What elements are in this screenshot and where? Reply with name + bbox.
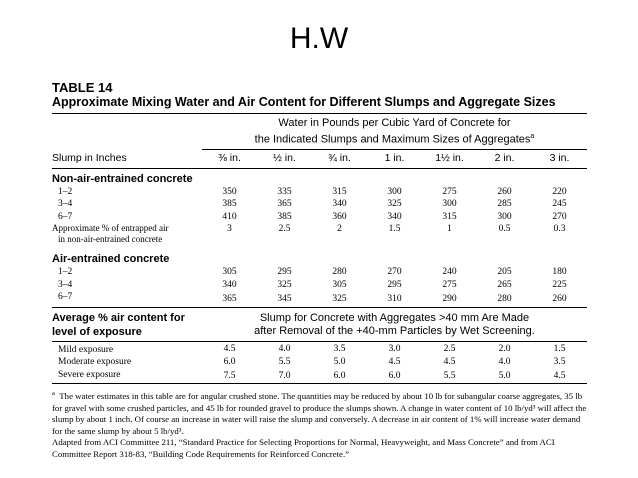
size-header: ⅜ in. [218,152,241,165]
table-row [52,266,587,279]
value-cell: 385 [222,199,237,210]
slump-cell: 6–7 [58,211,73,222]
exposure-cell: Severe exposure [58,369,121,380]
wet-screening-line1: Slump for Concrete with Aggregates >40 mm Are Made [259,311,530,324]
value-cell: 325 [332,293,347,304]
avg-air-heading [52,307,202,341]
avg-air-header-row [52,307,587,341]
value-cell: 270 [552,211,567,222]
value-cell: 2.0 [498,343,511,354]
table-title: Approximate Mixing Water and Air Content for Different Slumps and Aggregate Sizes [52,95,556,109]
table-label: TABLE 14 [52,80,113,95]
entrapped-line1: Approximate % of entrapped air [52,223,169,234]
value-cell: 335 [277,186,292,197]
value-cell: 325 [277,279,292,290]
value-cell: 2.5 [443,343,456,354]
value-cell: 410 [222,211,237,222]
wet-screening-header [202,307,587,341]
footnote-mark: a [52,390,55,398]
avg-air-heading-line2: level of exposure [52,325,142,338]
value-cell: 0.5 [498,224,511,235]
value-cell: 245 [552,199,567,210]
value-cell: 295 [277,267,292,278]
exposure-cell: Moderate exposure [58,357,132,368]
slump-cell: 3–4 [58,279,73,290]
value-cell: 3.5 [333,343,346,354]
water-header [202,114,587,149]
value-cell: 4.5 [388,357,401,368]
size-header: 1 in. [384,152,405,165]
value-cell: 275 [442,279,457,290]
value-cell: 2 [337,224,342,235]
value-cell: 265 [497,279,512,290]
slump-cell: 6–7 [58,292,73,303]
slump-label: Slump in Inches [52,152,127,165]
entrapped-line2: in non-air-entrained concrete [58,233,163,244]
value-cell: 240 [442,267,457,278]
table-notes [52,388,587,460]
table-document [52,80,587,460]
size-header: ½ in. [273,152,296,165]
value-cell: 7.5 [223,370,236,381]
source-note: Adapted from ACI Committee 211, “Standard Practice for Selecting Proportions for Normal, Heavyweight, and Mass Concrete” and from ACI Committee Report 318-83, “Building Code Requirements for Reinforced Concrete.” [52,437,555,459]
size-header: ¾ in. [328,152,351,165]
value-cell: 305 [222,267,237,278]
value-cell: 275 [442,186,457,197]
section-heading-row [52,244,587,266]
table-row [52,291,587,307]
entrapped-air-label [52,223,202,244]
non-air-heading: Non-air-entrained concrete [52,172,193,185]
value-cell: 280 [332,267,347,278]
value-cell: 360 [332,211,347,222]
value-cell: 350 [222,186,237,197]
size-header: 1½ in. [435,152,464,165]
water-header-line1: Water in Pounds per Cubic Yard of Concrete for [278,117,511,129]
table-row [52,279,587,292]
table-row [52,211,587,224]
value-cell: 1.5 [553,343,566,354]
value-cell: 5.5 [278,357,291,368]
value-cell: 3.0 [388,343,401,354]
value-cell: 6.0 [333,370,346,381]
value-cell: 4.0 [278,343,291,354]
table-row [52,186,587,199]
slide-title: H.W [289,22,349,55]
avg-air-heading-line1: Average % air content for [52,311,185,324]
value-cell: 385 [277,211,292,222]
size-header: 2 in. [494,152,515,165]
value-cell: 315 [442,211,457,222]
value-cell: 3 [227,224,232,235]
value-cell: 365 [222,293,237,304]
value-cell: 5.5 [443,370,456,381]
table-row [52,341,587,356]
value-cell: 180 [552,267,567,278]
value-cell: 300 [442,199,457,210]
size-header-row [52,149,587,168]
section-heading-row [52,168,587,186]
water-header-line2: the Indicated Slumps and Maximum Sizes of Aggregates$^a$ [254,133,535,146]
table-row [52,198,587,211]
value-cell: 0.3 [553,224,566,235]
value-cell: 285 [497,199,512,210]
value-cell: 260 [552,293,567,304]
footnote-text: The water estimates in this table are for angular crushed stone. The quantities may be reduced by about 10 lb for subangular coarse aggregates, 35 lb for gravel with some crushed particles, and 45 lb for rounded gravel to produce the slumps shown. A change in water content of 10 lb/yd³ will affect the slump by about 1 inch. Of course an increase in water will raise the slump and conversely. A decrease in air content of 1% will increase water demand for the same slump by about 5 lb/yd³. [52,391,587,436]
value-cell: 1.5 [388,224,401,235]
exposure-cell: Mild exposure [58,344,114,355]
value-cell: 280 [497,293,512,304]
value-cell: 225 [552,279,567,290]
value-cell: 345 [277,293,292,304]
value-cell: 4.5 [443,357,456,368]
table-row [52,369,587,384]
value-cell: 4.0 [498,357,511,368]
value-cell: 6.0 [223,357,236,368]
value-cell: 260 [497,186,512,197]
value-cell: 205 [497,267,512,278]
value-cell: 340 [332,199,347,210]
slump-cell: 1–2 [58,186,73,197]
wet-screening-line2: after Removal of the +40-mm Particles by Wet Screening. [254,324,535,337]
value-cell: 365 [277,199,292,210]
value-cell: 295 [387,279,402,290]
slump-cell: 3–4 [58,199,73,210]
value-cell: 5.0 [498,370,511,381]
entrapped-air-row [52,223,587,244]
value-cell: 5.0 [333,357,346,368]
value-cell: 4.5 [553,370,566,381]
value-cell: 315 [332,186,347,197]
value-cell: 300 [497,211,512,222]
table-row [52,356,587,369]
value-cell: 1 [447,224,452,235]
value-cell: 305 [332,279,347,290]
value-cell: 3.5 [553,357,566,368]
water-header-row [52,114,587,149]
air-heading: Air-entrained concrete [52,253,170,266]
value-cell: 300 [387,186,402,197]
size-header: 3 in. [549,152,570,165]
value-cell: 270 [387,267,402,278]
value-cell: 220 [552,186,567,197]
value-cell: 7.0 [278,370,291,381]
value-cell: 290 [442,293,457,304]
value-cell: 6.0 [388,370,401,381]
value-cell: 310 [387,293,402,304]
value-cell: 340 [222,279,237,290]
value-cell: 340 [387,211,402,222]
value-cell: 2.5 [278,224,291,235]
value-cell: 4.5 [223,343,236,354]
slump-cell: 1–2 [58,267,73,278]
mixing-water-table [52,114,587,384]
value-cell: 325 [387,199,402,210]
footnote [52,388,587,437]
